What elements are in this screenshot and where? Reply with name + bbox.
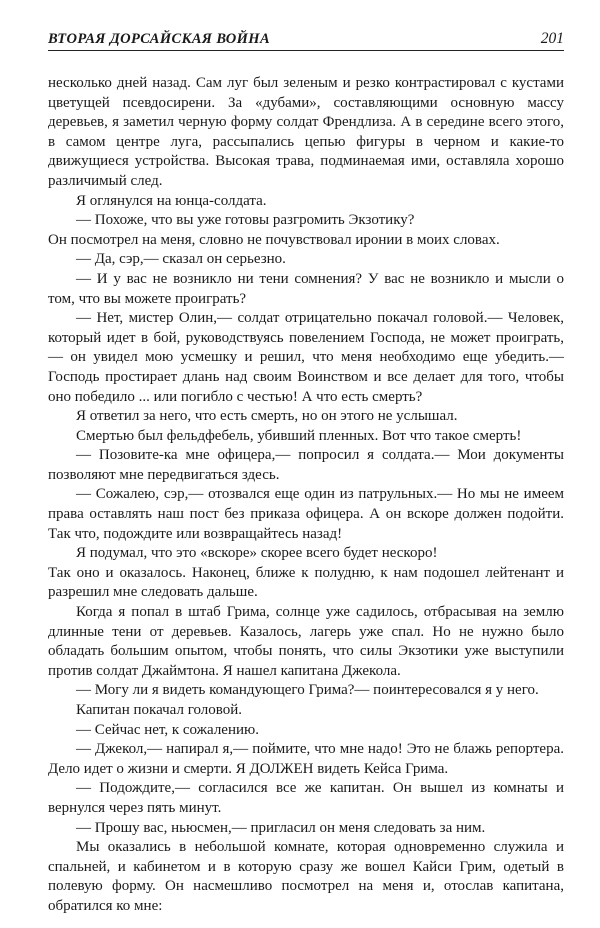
paragraph: Капитан покачал головой. [76,702,243,718]
paragraph: Я ответил за него, что есть смерть, но он этого не услышал. [76,408,458,425]
paragraph: — Могу ли я видеть командующего Грима?— поинтересовался я у него. [76,682,539,699]
paragraph: — Сожалею, сэр,— отозвался еще один из патрульных.— Но мы не имеем права оставлять наш пост без приказа офицера. А он вскоре должен подойти. Так что, подождите или возвращайтесь назад! [48,486,564,542]
paragraph: — Да, сэр,— сказал он серьезно. [76,251,286,268]
paragraph: Когда я попал в штаб Грима, солнце уже садилось, отбрасывая на землю длинные тени от деревьев. Казалось, лагерь уже спал. Но не нужно было обладать большим опытом, чтобы понять, что силы Экзотики уже выступили против солдат Джаймтона. Я нашел капитана Джекола. [48,604,564,679]
page-number: 201 [540,30,564,47]
paragraph: несколько дней назад. Сам луг был зеленым и резко контрастировал с кустами цветущей псевдосирени. За «дубами», составляющими основную массу деревьев, я заметил черную форму солдат Френдлиза. А в середине всего этого, в самом центре луга, рассыпались цепью фигуры в черном и какие-то движущиеся устройства. Высокая трава, подминаемая ими, оставляла хорошо различимый след. [48,75,564,189]
paragraph: — Нет, мистер Олин,— солдат отрицательно покачал головой.— Человек, который идет в бой, руководствуясь повелением Господа, не может проиграть,— он увидел мою усмешку и решил, что меня необходимо еще убедить.— Господь простирает длань над своим Воинством и все делает для того, чтобы оно победило ... или погибло с честью! А что есть смерть? [48,310,564,405]
paragraph: — Подождите,— согласился все же капитан. Он вышел из комнаты и вернулся через пять минут. [48,780,564,816]
paragraph: — Джекол,— напирал я,— поймите, что мне надо! Это не блажь репортера. Дело идет о жизни и смерти. Я ДОЛЖЕН видеть Кейса Грима. [48,741,564,777]
paragraph: — И у вас не возникло ни тени сомнения? У вас не возникло и мысли о том, что вы можете проиграть? [48,270,564,307]
paragraph: Он посмотрел на меня, словно не почувствовал иронии в моих словах. [48,231,500,248]
paragraph: — Похоже, что вы уже готовы разгромить Экзотику? [76,212,415,229]
paragraph: Так оно и оказалось. Наконец, ближе к полудню, к нам подошел лейтенант и разрешил мне следовать дальше. [48,564,564,601]
paragraph: Я подумал, что это «вскоре» скорее всего будет нескоро! [76,545,438,562]
paragraph: — Сейчас нет, к сожалению. [76,721,259,738]
paragraph: Я оглянулся на юнца-солдата. [76,192,267,209]
paragraph: — Прошу вас, ньюсмен,— пригласил он меня следовать за ним. [76,819,486,836]
body-text [48,74,564,917]
running-title: ВТОРАЯ ДОРСАЙСКАЯ ВОЙНА [48,31,271,47]
paragraph: Мы оказались в небольшой комнате, которая одновременно служила и спальней, и кабинетом и в которую сразу же вошел Кайси Грим, одетый в полевую форму. Он насмешливо посмотрел на меня и, отослав капитана, обратился ко мне: [48,839,564,914]
paragraph: Смертью был фельдфебель, убивший пленных. Вот что такое смерть! [76,427,522,444]
paragraph: — Позовите-ка мне офицера,— попросил я солдата.— Мои документы позволяют мне передвигаться здесь. [48,447,564,483]
running-header [48,30,564,51]
